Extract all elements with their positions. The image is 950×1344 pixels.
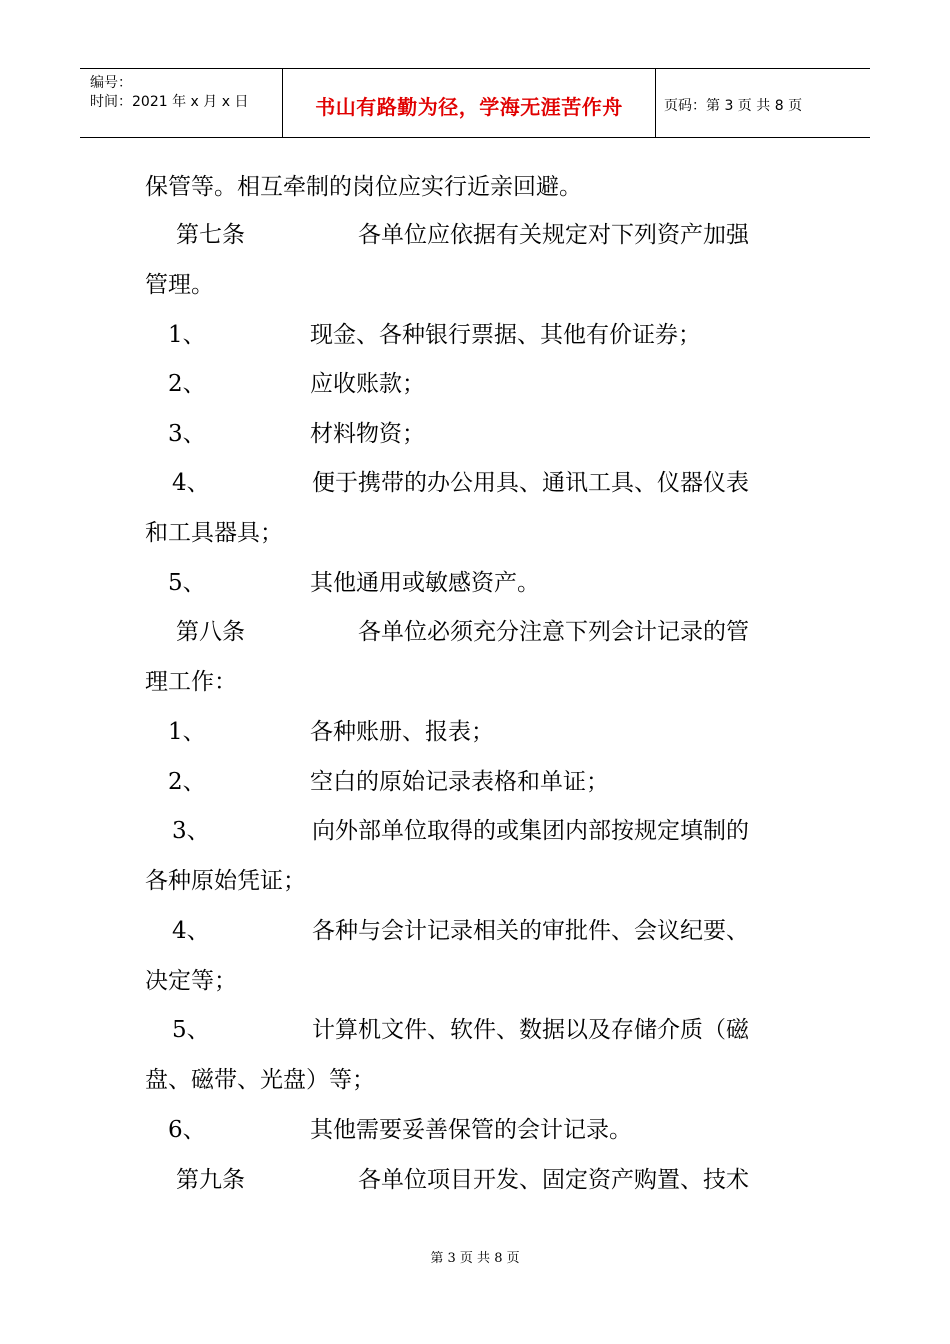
document-date: 时间：2021 年 x 月 x 日 — [90, 94, 249, 110]
list-item-text: 材料物资； — [310, 421, 425, 447]
paragraph-line: 理工作： — [145, 669, 237, 695]
page-footer: 第 3 页 共 8 页 — [430, 1251, 520, 1266]
article-number: 第七条 — [176, 222, 245, 248]
list-item-text: 向外部单位取得的或集团内部按规定填制的 — [312, 818, 749, 844]
header-page-cell — [656, 69, 870, 137]
paragraph-line: 各种原始凭证； — [145, 868, 306, 894]
list-item-number: 4、 — [172, 470, 210, 496]
list-item-number: 5、 — [168, 570, 206, 596]
header-page-info: 页码：第 3 页 共 8 页 — [664, 98, 803, 114]
list-item-number: 3、 — [172, 818, 210, 844]
paragraph-line: 保管等。相互牵制的岗位应实行近亲回避。 — [145, 174, 582, 200]
list-item-text: 现金、各种银行票据、其他有价证券； — [310, 322, 701, 348]
list-item-text: 空白的原始记录表格和单证； — [310, 769, 609, 795]
list-item-text: 计算机文件、软件、数据以及存储介质（磁 — [312, 1017, 749, 1043]
header-motto: 书山有路勤为径，学海无涯苦作舟 — [315, 95, 623, 119]
paragraph-line: 和工具器具； — [145, 520, 283, 546]
list-item-text: 各种与会计记录相关的审批件、会议纪要、 — [312, 918, 749, 944]
page-header — [80, 68, 870, 138]
list-item-number: 3、 — [168, 421, 206, 447]
article-text: 各单位应依据有关规定对下列资产加强 — [358, 222, 749, 248]
list-item-number: 1、 — [168, 719, 206, 745]
document-number-label: 编号： — [90, 75, 132, 91]
list-item-text: 其他需要妥善保管的会计记录。 — [310, 1117, 632, 1143]
list-item-number: 2、 — [168, 371, 206, 397]
list-item-text: 其他通用或敏感资产。 — [310, 570, 540, 596]
list-item-number: 4、 — [172, 918, 210, 944]
article-number: 第九条 — [176, 1167, 245, 1193]
list-item-text: 各种账册、报表； — [310, 719, 494, 745]
header-motto-cell — [283, 69, 656, 137]
article-number: 第八条 — [176, 619, 245, 645]
list-item-number: 6、 — [168, 1117, 206, 1143]
article-text: 各单位项目开发、固定资产购置、技术 — [358, 1167, 749, 1193]
article-text: 各单位必须充分注意下列会计记录的管 — [358, 619, 749, 645]
list-item-text: 应收账款； — [310, 371, 425, 397]
list-item-number: 1、 — [168, 322, 206, 348]
list-item-number: 2、 — [168, 769, 206, 795]
paragraph-line: 盘、磁带、光盘）等； — [145, 1067, 375, 1093]
list-item-text: 便于携带的办公用具、通讯工具、仪器仪表 — [312, 470, 749, 496]
paragraph-line: 决定等； — [145, 968, 237, 994]
header-meta-cell — [80, 69, 283, 137]
paragraph-line: 管理。 — [145, 272, 214, 298]
list-item-number: 5、 — [172, 1017, 210, 1043]
